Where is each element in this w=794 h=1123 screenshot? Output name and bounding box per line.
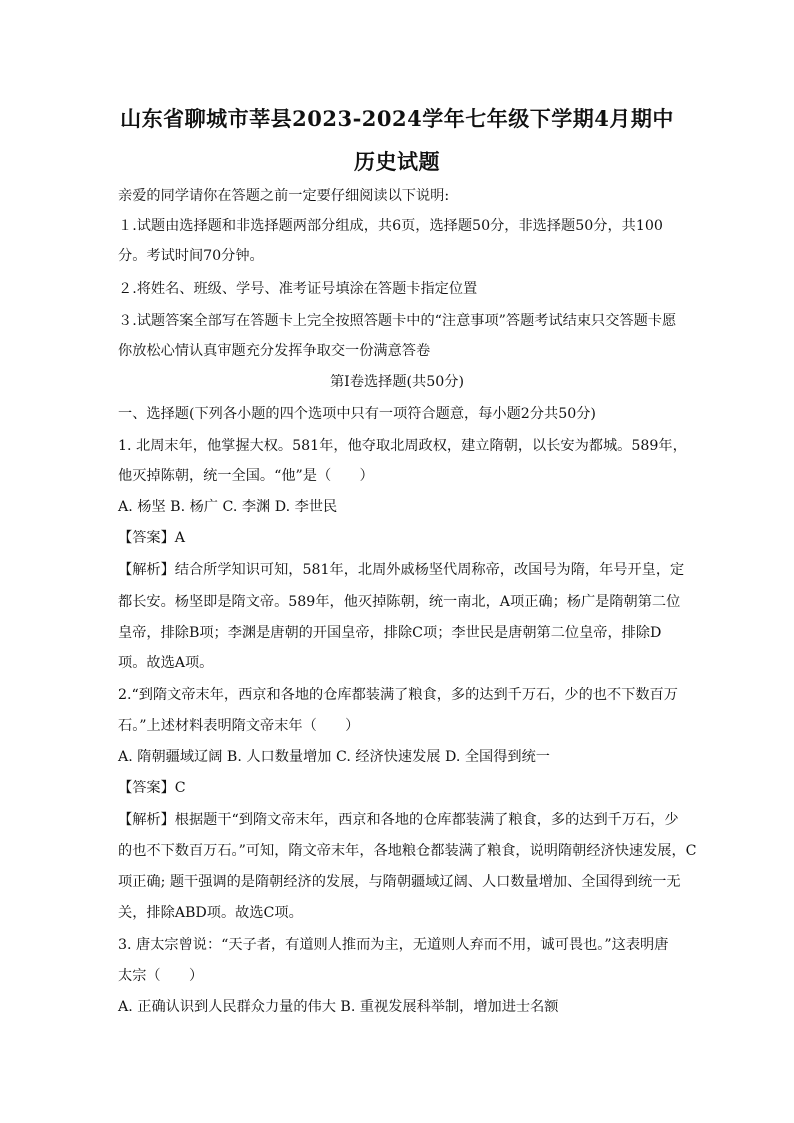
q2-answer: 【答案】C bbox=[118, 780, 186, 796]
q2-analysis-4: 关，排除ABD项。故选C项。 bbox=[118, 905, 303, 921]
q1-answer: 【答案】A bbox=[118, 530, 185, 546]
section-instruction: 一、选择题(下列各小题的四个选项中只有一项符合题意，每小题2分共50分) bbox=[118, 406, 596, 422]
intro-greeting: 亲爱的同学请你在答题之前一定要仔细阅读以下说明: bbox=[118, 188, 450, 204]
q1-analysis-2: 都长安。杨坚即是隋文帝。589年，他灭掉陈朝，统一南北，A项正确；杨广是隋朝第二位 bbox=[118, 594, 681, 610]
intro-rule-3-cont: 你放松心情认真审题充分发挥争取交一份满意答卷 bbox=[118, 343, 431, 359]
intro-rule-1-cont: 分。考试时间70分钟。 bbox=[118, 248, 264, 264]
q3-options: A. 正确认识到人民群众力量的伟大 B. 重视发展科举制，增加进士名额 bbox=[118, 999, 559, 1015]
q2-analysis-2: 的也不下数百万石。”可知，隋文帝末年，各地粮仓都装满了粮食，说明隋朝经济快速发展，C bbox=[118, 843, 697, 859]
q1-analysis-3: 皇帝，排除B项；李渊是唐朝的开国皇帝，排除C项；李世民是唐朝第二位皇帝，排除D bbox=[118, 625, 662, 641]
q2-options: A. 隋朝疆域辽阔 B. 人口数量增加 C. 经济快速发展 D. 全国得到统一 bbox=[118, 749, 550, 765]
q1-stem-cont: 他灭掉陈朝，统一全国。“他”是（ ） bbox=[118, 468, 374, 484]
intro-rule-2: ２.将姓名、班级、学号、准考证号填涂在答题卡指定位置 bbox=[118, 281, 478, 297]
page-subtitle: 历史试题 bbox=[354, 149, 440, 174]
q1-stem: 1. 北周末年，他掌握大权。581年，他夺取北周政权，建立隋朝，以长安为都城。589年， bbox=[118, 438, 687, 454]
q2-analysis-3: 项正确; 题干强调的是隋朝经济的发展，与隋朝疆域辽阔、人口数量增加、全国得到统一无 bbox=[118, 874, 681, 890]
q1-options: A. 杨坚 B. 杨广 C. 李渊 D. 李世民 bbox=[118, 499, 338, 515]
intro-rule-3: ３.试题答案全部写在答题卡上完全按照答题卡中的“注意事项”答题考试结束只交答题卡愿 bbox=[118, 313, 677, 329]
intro-rule-1: １.试题由选择题和非选择题两部分组成，共6页，选择题50分，非选择题50分，共100 bbox=[118, 218, 663, 234]
q2-stem: 2.“到隋文帝末年，西京和各地的仓库都装满了粮食，多的达到千万石，少的也不下数百万 bbox=[118, 687, 678, 703]
q2-stem-cont: 石。”上述材料表明隋文帝末年（ ） bbox=[118, 718, 360, 734]
section-heading: 第Ⅰ卷选择题(共50分) bbox=[329, 374, 465, 390]
page-title: 山东省聊城市莘县2023-2024学年七年级下学期4月期中 bbox=[120, 106, 674, 131]
q3-stem-cont: 太宗（ ） bbox=[118, 968, 204, 984]
q3-stem: 3. 唐太宗曾说：“天子者，有道则人推而为主，无道则人弃而不用，诚可畏也。”这表明唐 bbox=[118, 937, 669, 953]
q1-analysis: 【解析】结合所学知识可知，581年，北周外戚杨坚代周称帝，改国号为隋，年号开皇，定 bbox=[118, 562, 685, 578]
q1-analysis-4: 项。故选A项。 bbox=[118, 655, 214, 671]
q2-analysis: 【解析】根据题干“到隋文帝末年，西京和各地的仓库都装满了粮食，多的达到千万石，少 bbox=[118, 812, 679, 828]
